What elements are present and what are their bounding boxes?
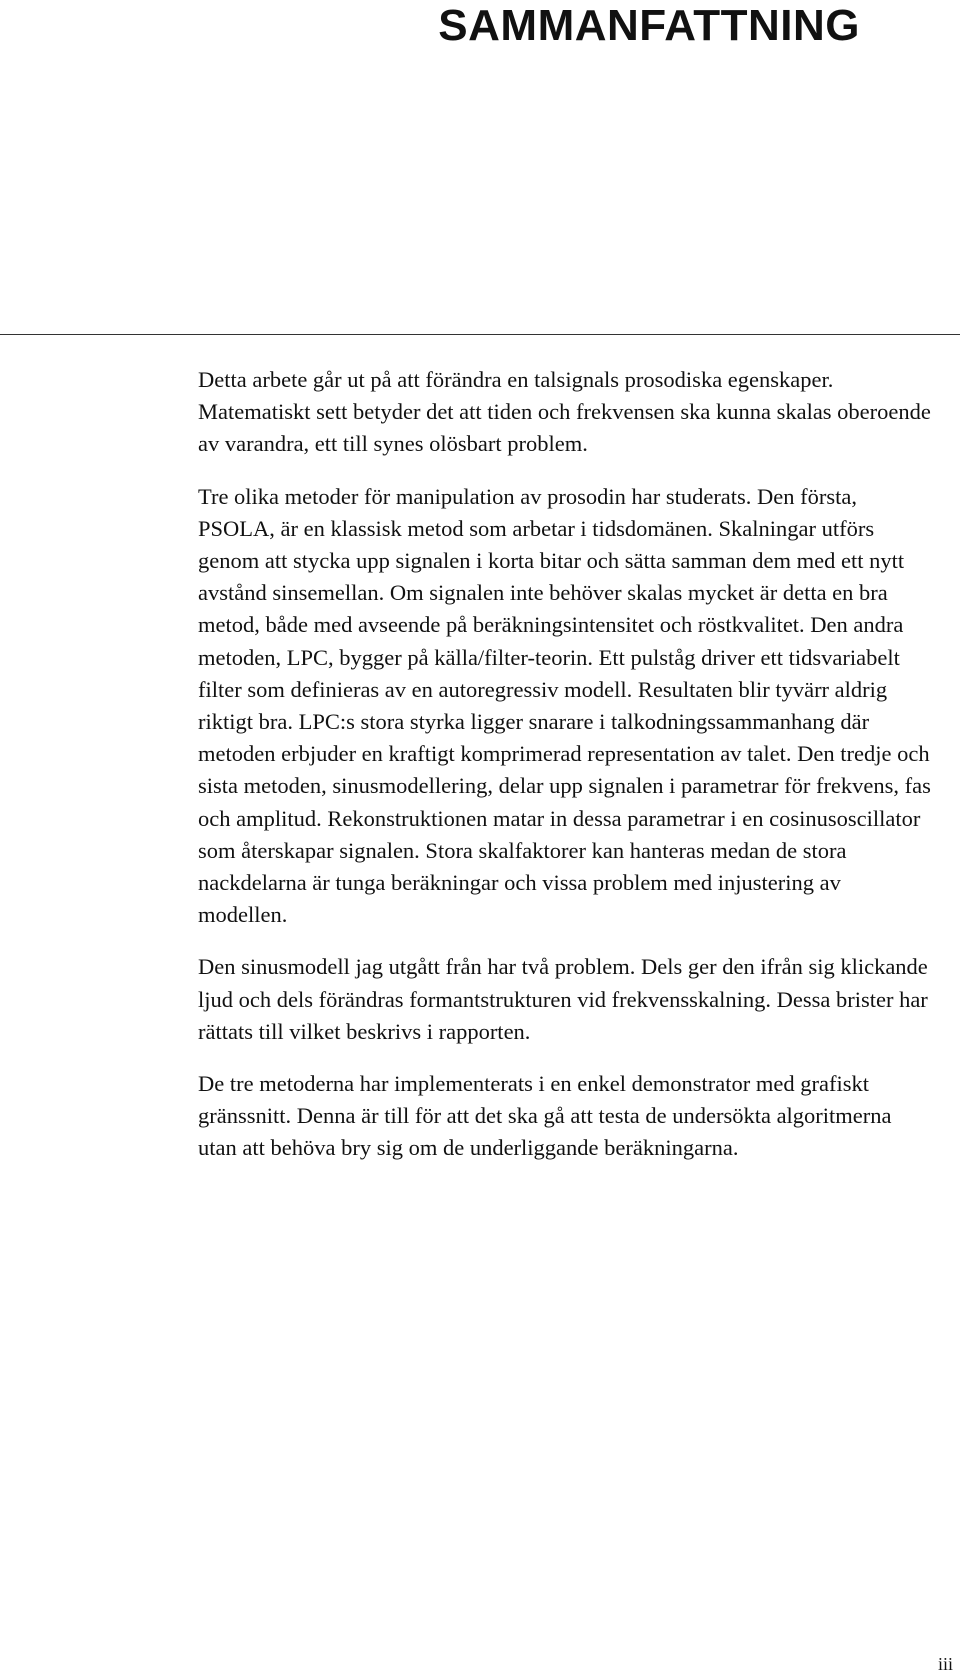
paragraph-intro: Detta arbete går ut på att förändra en talsignals prosodiska egenskaper. Matematiskt sett betyder det att tiden och frekvensen ska kunna skalas oberoende av varandra, ett till synes olösbart problem. xyxy=(198,367,931,457)
abstract-body xyxy=(198,364,934,1185)
paragraph-sinusmodel: Den sinusmodell jag utgått från har två problem. Dels ger den ifrån sig klickande ljud och dels förändras formantstrukturen vid frekvensskalning. Dessa brister har rättats till vilket beskrivs i rapporten. xyxy=(198,954,928,1044)
paragraph-methods: Tre olika metoder för manipulation av prosodin har studerats. Den första, PSOLA, är en klassisk metod som arbetar i tidsdomänen. Skalningar utförs genom att stycka upp signalen i korta bitar och sätta samman dem med ett nytt avstånd sinsemellan. Om signalen inte behöver skalas mycket är detta en bra metod, både med avseende på beräkningsintensitet och röstkvalitet. Den andra metoden, LPC, bygger på källa/filter-teorin. Ett pulståg driver ett tidsvariabelt filter som definieras av en autoregressiv modell. Resultaten blir tyvärr aldrig riktigt bra. LPC:s stora styrka ligger snarare i talkodningssammanhang där metoden erbjuder en kraftigt komprimerad representation av talet. Den tredje och sista metoden, sinusmodellering, delar upp signalen i parametrar för frekvens, fas och amplitud. Rekonstruktionen matar in dessa parametrar i en cosinusoscillator som återskapar signalen. Stora skalfaktorer kan hanteras medan de stora nackdelarna är tunga beräkningar och vissa problem med injustering av modellen. xyxy=(198,483,931,928)
page-number: iii xyxy=(938,1654,954,1674)
page-title: SAMMANFATTNING xyxy=(438,1,860,50)
paragraph-demonstrator: De tre metoderna har implementerats i en enkel demonstrator med grafiskt gränssnitt. Denna är till för att det ska gå att testa de undersökta algoritmerna utan att behöva bry sig om de underliggande beräkningarna. xyxy=(198,1071,892,1161)
title-divider xyxy=(0,334,960,335)
